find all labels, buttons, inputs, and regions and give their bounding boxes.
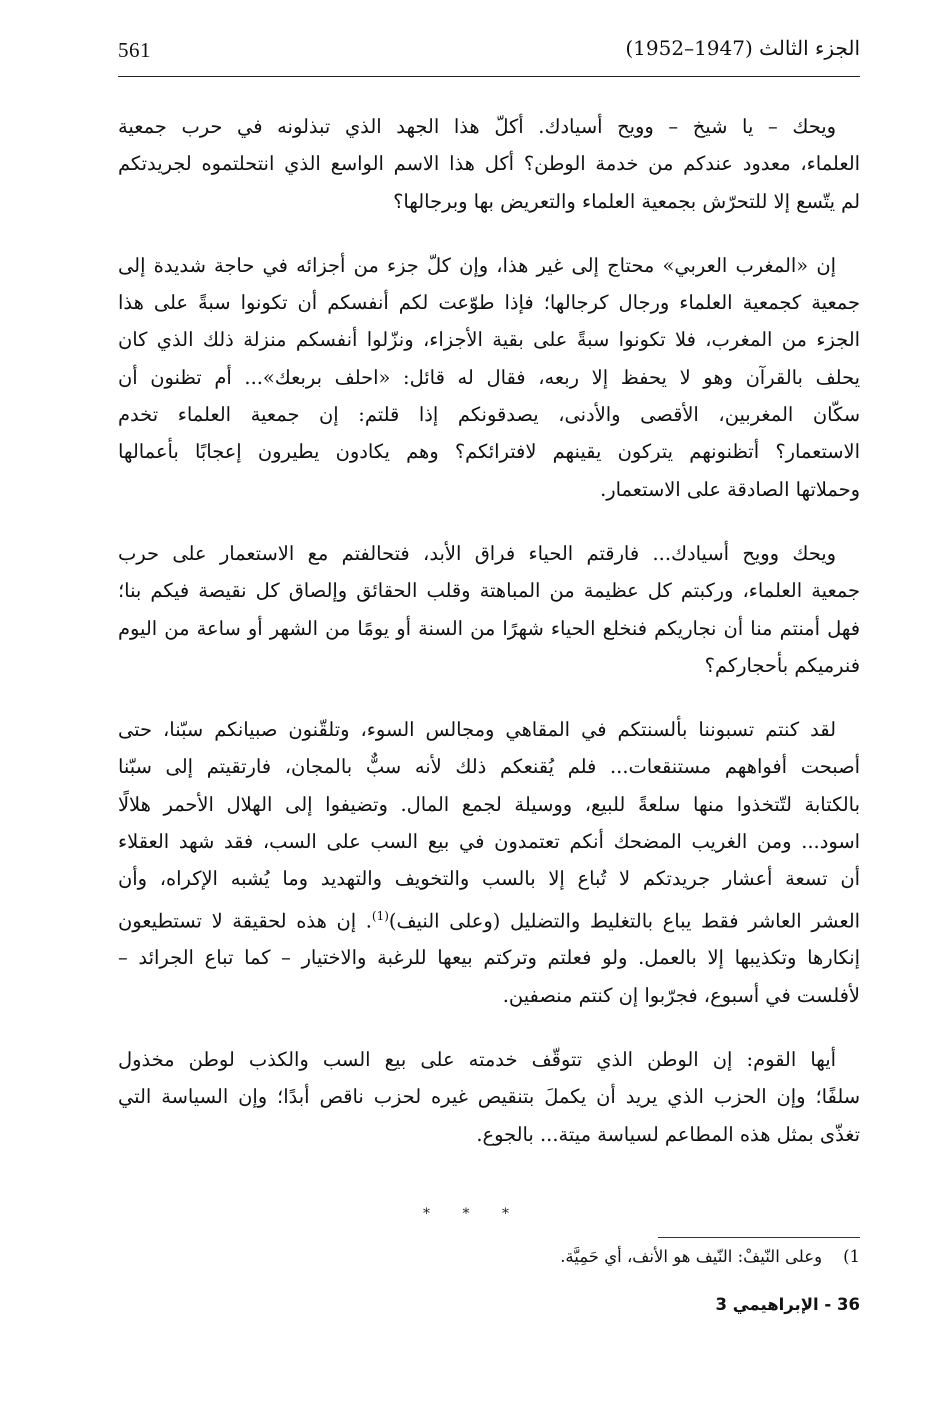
- text-segment: العشر العاشر فقط يباع بالتغليط والتضليل (وعلى النيف): [388, 909, 860, 933]
- text-line: اسود... ومن الغريب المضحك أنكم تعتمدون في بيع السب على السب، فقد شهد العقلاء: [118, 830, 860, 854]
- page-header: [118, 34, 860, 77]
- text-line: وحملاتها الصادقة على الاستعمار.: [600, 477, 860, 501]
- text-line: لقد كنتم تسبوننا بألسنتكم في المقاهي ومجالس السوء، وتلقّنون صبيانكم سبّنا، حتى: [118, 718, 836, 742]
- text-line: ويحك – يا شيخ – وويح أسيادك. أكلّ هذا الجهد الذي تبذلونه في حرب جمعية: [118, 115, 836, 138]
- main-text: [118, 108, 860, 1180]
- paragraph: [118, 108, 860, 220]
- paragraph: [118, 1041, 860, 1153]
- text-line: تغذّى بمثل هذه المطاعم لسياسة ميتة... بالجوع.: [476, 1122, 860, 1146]
- text-line: أيها القوم: إن الوطن الذي تتوقّف خدمته على بيع السب والكذب لوطن مخذول: [118, 1048, 836, 1071]
- text-line: فنرميكم بأحجاركم؟: [704, 653, 860, 677]
- text-line: جمعية العلماء، وركبتم كل عظيمة من المباهتة وقلب الحقائق وإلصاق كل نقيصة فيكم بنا؛: [118, 579, 860, 603]
- text-line: لم يتّسع إلا للتحرّش بجمعية العلماء والتعريض بها وبرجالها؟: [393, 189, 860, 213]
- text-line: ويحك وويح أسيادك... فارقتم الحياء فراق الأبد، فتحالفتم مع الاستعمار على حرب: [118, 541, 836, 565]
- paragraph: [118, 247, 860, 508]
- text-line: العلماء، معدود عندكم من خدمة الوطن؟ أكل هذا الاسم الواسع الذي انتحلتموه لجريدتكم: [118, 152, 860, 176]
- text-line: جمعية كجمعية العلماء ورجال كرجالها؛ فإذا طوّعت لكم أنفسكم أن تكونوا سبةً على هذا: [118, 291, 860, 315]
- running-head: الجزء الثالث (1947–1952): [625, 36, 860, 60]
- section-break: * * *: [423, 1206, 523, 1222]
- footnote-ref[interactable]: (1): [371, 908, 389, 923]
- text-line: لأفلست في أسبوع، فجرّبوا إن كنتم منصفين.: [502, 983, 860, 1007]
- footnote-number: 1): [843, 1247, 860, 1266]
- text-line: أصبحت أفواههم مستنقعات... فلم يُقنعكم ذلك لأنه سبٌّ بالمجان، فارتقيتم إلى سبّنا: [118, 755, 860, 779]
- footnote-text: وعلى النّيفْ: النّيف هو الأنف، أي حَمِيَّة.: [560, 1247, 823, 1266]
- footnote: [560, 1247, 860, 1266]
- text-line: الاستعمار؟ أتظنونهم يتركون يقينهم لافترائكم؟ وهم يكادون يطيرون إعجابًا بأعمالها: [118, 440, 860, 464]
- page-number: 561: [118, 38, 151, 62]
- text-line: فهل أمنتم منا أن نجاريكم فنخلع الحياء شهرًا من السنة أو يومًا من الشهر أو ساعة من اليوم: [118, 616, 860, 640]
- text-line: الجزء من المغرب، فلا تكونوا سبةً على بقية الأجزاء، ونزّلوا أنفسكم منزلة ذلك الذي كان: [118, 328, 860, 352]
- paragraph: [118, 535, 860, 684]
- text-line: بالكتابة لتّتخذوا منها سلعةً للبيع، ووسيلة لجمع المال. وتضيفوا إلى الهلال الأحمر هلالًا: [118, 792, 860, 816]
- paragraph: [118, 711, 860, 1014]
- text-line-with-footnote: [118, 898, 860, 940]
- text-line: سلفًا؛ وإن الحزب الذي يريد أن يكملَ بتنقيص غيره لحزب ناقص أبدًا؛ وإن السياسة التي: [118, 1085, 860, 1109]
- text-line: أن تسعة أعشار جريدتكم لا تُباع إلا بالسب والتخويف والتهديد وما يُشبه الإكراه، وأن: [118, 867, 860, 891]
- text-line: سكّان المغربين، الأقصى والأدنى، يصدقونكم إذا قلتم: إن جمعية العلماء تخدم: [118, 403, 860, 427]
- text-segment: . إن هذه لحقيقة لا تستطيعون: [118, 909, 372, 933]
- text-line: إنكارها وتكذيبها إلا بالعمل. ولو فعلتم وتركتم بيعها للرغبة والاختيار – كما تباع الجرائد –: [118, 946, 860, 970]
- text-line: يحلف بالقرآن وهو لا يحفظ إلا ربعه، فقال له قائل: «احلف بربعك»... أم تظنون أن: [118, 365, 860, 389]
- footnote-rule: [658, 1237, 860, 1238]
- signature-mark: 36 - الإبراهيمي 3: [715, 1295, 860, 1314]
- text-line: إن «المغرب العربي» محتاج إلى غير هذا، وإن كلّ جزء من أجزائه في حاجة شديدة إلى: [118, 253, 836, 277]
